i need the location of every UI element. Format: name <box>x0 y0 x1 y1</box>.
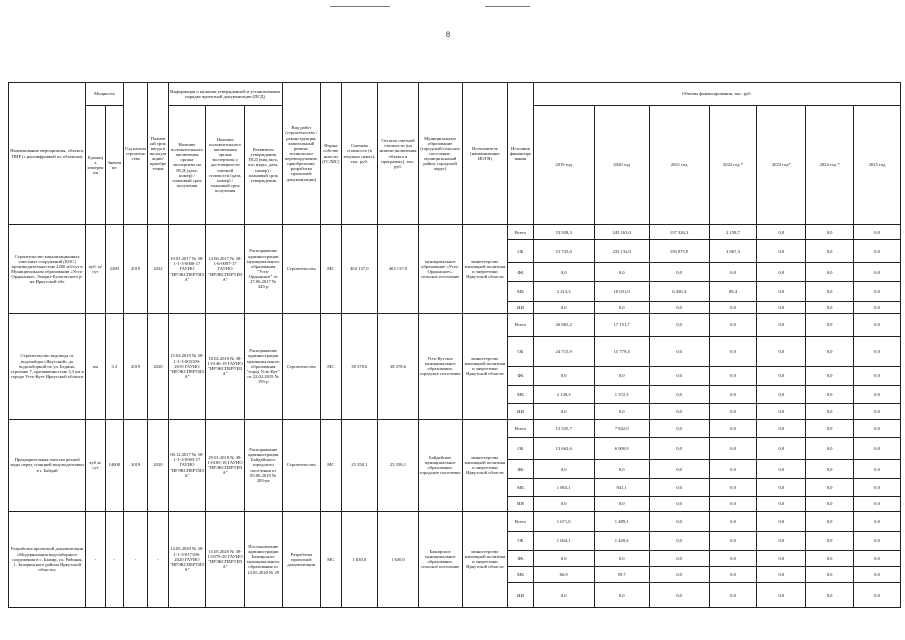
funding-source: Всего <box>508 314 533 337</box>
project-executor: министерство жилищной политики и энергетики Иркутской области <box>462 419 508 511</box>
funding-value: 0,0 <box>806 566 854 582</box>
project-psd-details: Распоряжение администрации муниципального образования "Усть-Ордынское" от 27.06.2017 № 345-р <box>244 225 282 314</box>
funding-source: ИИ <box>508 583 533 608</box>
funding-source: МБ <box>508 385 533 403</box>
funding-value: 0,0 <box>649 497 709 511</box>
page-number: 8 <box>446 30 450 39</box>
funding-value: 1 671,0 <box>533 511 594 531</box>
funding-value: 0,0 <box>709 497 757 511</box>
header-psd-cost: Наличие положительного заключения органа экспертизы о достоверности сметной стоимости (дата, номер) / плановый срок получения <box>206 106 245 225</box>
header-funding: Объемы финансирования, тыс. руб. <box>533 83 900 106</box>
funding-value: 0,0 <box>709 478 757 496</box>
funding-value: 66,9 <box>533 566 594 582</box>
funding-value: 0,0 <box>709 314 757 337</box>
project-name: Предварительная очистка речной воды перед станцией водоподготовки в г. Байдай <box>9 419 86 511</box>
project-executor: министерство жилищной политики и энергетики Иркутской области <box>462 511 508 607</box>
funding-value: 0,0 <box>806 511 854 531</box>
funding-value: 0,0 <box>854 550 901 566</box>
funding-value: 0,0 <box>854 314 901 337</box>
funding-value: 0,0 <box>709 566 757 582</box>
funding-value: 0,0 <box>649 314 709 337</box>
header-year: 2021 год <box>649 106 709 225</box>
funding-value: 0,0 <box>854 478 901 496</box>
funding-value: 1 372,3 <box>594 385 649 403</box>
funding-value: 0,0 <box>757 262 806 281</box>
funding-value: 0,0 <box>533 583 594 608</box>
funding-value: 0,0 <box>806 419 854 437</box>
header-ownership: Форма собственности (ГС/МС) <box>321 83 341 225</box>
funding-source: Всего <box>508 225 533 240</box>
funding-source: МБ <box>508 566 533 582</box>
project-work-type: Строительство <box>282 225 321 314</box>
project-unit: - <box>86 511 105 607</box>
funding-value: 2 149,3 <box>533 385 594 403</box>
funding-value: 0,0 <box>649 583 709 608</box>
project-unit: куб. м/сут <box>86 225 105 314</box>
header-cost: Сметная стоимость (в текущих ценах), тыс. руб. <box>341 83 378 225</box>
project-cost: 463 137,0 <box>341 225 378 314</box>
project-ownership: МС <box>321 511 341 607</box>
project-capacity-value: - <box>105 511 123 607</box>
project-work-type: Разработка проектной документации <box>282 511 321 607</box>
project-cost: 1 630,0 <box>341 511 378 607</box>
header-psd-positive: Наличие положительного заключения органа экспертизы на ПСД (дата, номер) / плановый срок получения <box>168 106 206 225</box>
funding-value: 15 779,4 <box>594 336 649 367</box>
funding-source: Всего <box>508 419 533 437</box>
funding-source: ФБ <box>508 262 533 281</box>
funding-value: 0,0 <box>594 550 649 566</box>
project-start-year: 2019 <box>123 419 147 511</box>
header-end-year: Плановый срок ввода в эксплуатацию/приобретения <box>148 83 168 225</box>
funding-value: 0,0 <box>709 262 757 281</box>
header-year: 2020 год <box>594 106 649 225</box>
project-cost: 25 358,1 <box>341 419 378 511</box>
funding-value: 0,0 <box>757 240 806 263</box>
funding-source: ОБ <box>508 240 533 263</box>
funding-value: 0,0 <box>649 419 709 437</box>
project-end-year: - <box>148 511 168 607</box>
scan-artifact-line <box>330 6 390 7</box>
funding-value: 0,0 <box>757 460 806 478</box>
project-psd-cost: 29.01.2018 № 38-1-0185-18 ГАУИО "ИРЭКСПЕРТИЗА" <box>206 419 245 511</box>
funding-value: 0,0 <box>533 404 594 419</box>
funding-value: 0,0 <box>709 583 757 608</box>
funding-value: 0,0 <box>806 336 854 367</box>
funding-value: 1 863,1 <box>533 478 594 496</box>
header-work-type: Вид работ (строительство / реконструкция, капитальный ремонт, техническое перевооружение, приобретение, разработка проектной документации) <box>282 83 321 225</box>
project-capacity-value: 3,3 <box>105 314 123 419</box>
project-psd-positive: 14.05.2020 № 38-1-1-3-017108-2020 ГАУИО "ИРЭКСПЕРТИЗА" <box>168 511 206 607</box>
funding-value: 0,0 <box>594 301 649 313</box>
funding-value: 0,0 <box>806 437 854 460</box>
funding-value: 0,0 <box>854 367 901 385</box>
funding-value: 0,0 <box>806 532 854 550</box>
funding-value: 0,0 <box>649 262 709 281</box>
table-row <box>9 419 901 437</box>
funding-value: 0,0 <box>854 225 901 240</box>
funding-value: 59,7 <box>594 566 649 582</box>
project-end-year: 2022 <box>148 225 168 314</box>
funding-value: 0,0 <box>649 437 709 460</box>
funding-value: 1 429,4 <box>594 532 649 550</box>
funding-value: 0,0 <box>533 550 594 566</box>
funding-value: 0,0 <box>709 437 757 460</box>
project-ownership: МС <box>321 225 341 314</box>
funding-source: ИИ <box>508 404 533 419</box>
funding-value: 2 067,3 <box>709 240 757 263</box>
funding-value: 0,0 <box>649 511 709 531</box>
funding-value: 0,0 <box>854 419 901 437</box>
header-year: 2025 год <box>854 106 901 225</box>
project-municipality: Бажирское муниципальное образование, сельское поселение <box>418 511 462 607</box>
project-start-year: 2019 <box>123 314 147 419</box>
project-ownership: МС <box>321 419 341 511</box>
funding-value: 0,0 <box>709 532 757 550</box>
funding-value: 0,0 <box>806 282 854 301</box>
funding-value: 53 928,3 <box>533 225 594 240</box>
funding-value: 0,0 <box>854 532 901 550</box>
funding-value: 0,0 <box>649 460 709 478</box>
funding-value: 0,0 <box>854 460 901 478</box>
funding-value: 24 715,9 <box>533 336 594 367</box>
funding-value: 15 525,7 <box>533 419 594 437</box>
project-remain: 25 358,1 <box>378 419 419 511</box>
funding-value: 0,0 <box>709 404 757 419</box>
funding-value: 0,0 <box>594 367 649 385</box>
project-start-year: 2019 <box>123 225 147 314</box>
funding-source: Всего <box>508 511 533 531</box>
table-row <box>9 225 901 240</box>
project-psd-cost: 14.06.2017 № 38-1-6-0097-17 ГАУИО "ИРЭКСПЕРТИЗА" <box>206 225 245 314</box>
funding-value: 0,0 <box>854 566 901 582</box>
funding-value: 0,0 <box>649 550 709 566</box>
funding-value: 0,0 <box>854 240 901 263</box>
project-cost: 38 378,6 <box>341 314 378 419</box>
funding-value: 17 151,7 <box>594 314 649 337</box>
header-name: Наименование мероприятия, объекта, ПИР (с расшифровкой по объектам) <box>9 83 86 225</box>
funding-value: 0,0 <box>709 511 757 531</box>
project-psd-positive: 19.01.2017 № 38-1-1-3-0006-17 ГАУИО "ИРЭКСПЕРТИЗА" <box>168 225 206 314</box>
funding-value: 0,0 <box>757 301 806 313</box>
funding-value: 0,0 <box>709 550 757 566</box>
header-year: 2019 год <box>533 106 594 225</box>
header-year: 2024 год * <box>806 106 854 225</box>
funding-source: ФБ <box>508 367 533 385</box>
header-unit: Единица измерения <box>86 106 105 225</box>
funding-value: 0,0 <box>806 460 854 478</box>
funding-value: 0,0 <box>854 385 901 403</box>
funding-value: 0,0 <box>709 367 757 385</box>
funding-value: 0,0 <box>806 301 854 313</box>
funding-value: 0,0 <box>649 367 709 385</box>
funding-source: ИИ <box>508 497 533 511</box>
project-psd-details: Постановление администрации Бажирского муниципального образования от 14.05.2020 № 29 <box>244 511 282 607</box>
funding-value: 0,0 <box>757 437 806 460</box>
project-start-year: - <box>123 511 147 607</box>
header-value: Значение <box>105 106 123 225</box>
funding-value: 0,0 <box>757 336 806 367</box>
funding-value: 26 865,2 <box>533 314 594 337</box>
project-end-year: 2020 <box>148 419 168 511</box>
funding-value: 0,0 <box>594 404 649 419</box>
funding-value: 7 842,0 <box>594 419 649 437</box>
funding-value: 0,0 <box>533 301 594 313</box>
project-unit: км <box>86 314 105 419</box>
funding-source: ФБ <box>508 460 533 478</box>
funding-value: 0,0 <box>854 262 901 281</box>
funding-value: 0,0 <box>806 262 854 281</box>
funding-source: ОБ <box>508 336 533 367</box>
funding-value: 0,0 <box>806 550 854 566</box>
project-municipality: Байдайское муниципальное образование, городское поселение <box>418 419 462 511</box>
funding-value: 0,0 <box>854 583 901 608</box>
funding-value: 0,0 <box>757 314 806 337</box>
funding-value: 0,0 <box>757 478 806 496</box>
funding-value: 0,0 <box>757 419 806 437</box>
project-name: Разработка проектной документации «Модернизация водозаборного сооружения в с. Бажир, ул. Рябиная, 1, Заларинского района Иркутской области» <box>9 511 86 607</box>
funding-source: ФБ <box>508 550 533 566</box>
funding-value: 150 875,9 <box>649 240 709 263</box>
project-work-type: Строительство <box>282 314 321 419</box>
funding-value: 0,0 <box>709 301 757 313</box>
project-psd-positive: 08.12.2017 № 38-1-1-3-0003-17 ГАУИО "ИРЭКСПЕРТИЗА" <box>168 419 206 511</box>
project-work-type: Строительство <box>282 419 321 511</box>
funding-value: 0,0 <box>854 282 901 301</box>
project-remain: 1 630,0 <box>378 511 419 607</box>
funding-value: 6 900,9 <box>594 437 649 460</box>
funding-value: 0,0 <box>649 478 709 496</box>
funding-value: 0,0 <box>806 497 854 511</box>
funding-value: 0,0 <box>709 419 757 437</box>
project-remain: 38 378,6 <box>378 314 419 419</box>
funding-value: 0,0 <box>649 385 709 403</box>
funding-source: ИИ <box>508 301 533 313</box>
funding-table <box>8 82 901 608</box>
funding-value: 941,1 <box>594 478 649 496</box>
funding-value: 0,0 <box>594 262 649 281</box>
funding-value: 1 604,1 <box>533 532 594 550</box>
funding-value: 0,0 <box>806 385 854 403</box>
funding-value: 157 326,3 <box>649 225 709 240</box>
funding-value: 0,0 <box>649 301 709 313</box>
project-psd-details: Распоряжение администрации муниципального образования "город Усть-Кут" от 22.02.2019 № 195-р <box>244 314 282 419</box>
funding-value: 88,4 <box>709 282 757 301</box>
funding-value: 0,0 <box>649 566 709 582</box>
header-psd-details: Реквизиты утверждения ПСД (вид акта, кто издал, дата, номер) / плановый срок утверждения <box>244 106 282 225</box>
header-source: Источник финансирования <box>508 83 533 225</box>
funding-value: 0,0 <box>806 314 854 337</box>
project-name: Строительство канализационных очистных сооружений (КОС) производительностью 2200 м3/сут в Муниципальном образовании «Усть-Ордынское» Эхирит-Булагатского р-на Иркутской обл <box>9 225 86 314</box>
project-name: Строительство водовода от водозабора «Якутский» до водозаборной по ул. Бедина, строение 7, протяженностью 3,3 км в городе Усть-Куте Иркутской области <box>9 314 86 419</box>
funding-value: 2 158,7 <box>709 225 757 240</box>
project-ownership: МС <box>321 314 341 419</box>
funding-value: 0,0 <box>757 497 806 511</box>
header-year: 2023 год* <box>757 106 806 225</box>
table-row <box>9 314 901 337</box>
funding-value: 0,0 <box>854 497 901 511</box>
funding-value: 245 163,0 <box>594 225 649 240</box>
funding-value: 0,0 <box>757 282 806 301</box>
funding-value: 0,0 <box>806 404 854 419</box>
funding-value: 0,0 <box>806 225 854 240</box>
funding-value: 0,0 <box>594 497 649 511</box>
project-executor: министерство жилищной политики и энергетики Иркутской области <box>462 225 508 314</box>
funding-value: 10 031,0 <box>594 282 649 301</box>
funding-value: 0,0 <box>649 404 709 419</box>
funding-value: 13 662,6 <box>533 437 594 460</box>
funding-value: 0,0 <box>709 336 757 367</box>
funding-value: 0,0 <box>757 532 806 550</box>
funding-value: 0,0 <box>594 460 649 478</box>
table-row <box>9 511 901 531</box>
funding-value: 235 132,0 <box>594 240 649 263</box>
funding-value: 0,0 <box>649 336 709 367</box>
project-psd-positive: 15.02.2019 № 38-1-1-3-003109-2019 ГАУИО "ИРЭКСПЕРТИЗА" <box>168 314 206 419</box>
funding-value: 0,0 <box>533 262 594 281</box>
header-capacity: Мощность <box>86 83 124 106</box>
header-municipality: Муниципальное образование (городской/сельское поселение, муниципальный район, городской округ) <box>418 83 462 225</box>
project-remain: 463 137,0 <box>378 225 419 314</box>
funding-value: 0,0 <box>709 460 757 478</box>
funding-value: 0,0 <box>757 404 806 419</box>
funding-value: 0,0 <box>854 301 901 313</box>
project-psd-details: Распоряжение администрации Байдайского городского поселения от 05.06.2018 № 283-ра <box>244 419 282 511</box>
funding-value: 0,0 <box>649 532 709 550</box>
funding-value: 6 450,4 <box>649 282 709 301</box>
project-municipality: муниципальное образование «Усть-Ордынское», сельское поселение <box>418 225 462 314</box>
funding-value: 0,0 <box>757 511 806 531</box>
project-capacity-value: 2200 <box>105 225 123 314</box>
scan-artifact-line <box>485 6 530 7</box>
funding-value: 0,0 <box>757 583 806 608</box>
header-executor: Исполнитель (наименование ИОГВ) <box>462 83 508 225</box>
funding-value: 0,0 <box>806 583 854 608</box>
funding-value: 0,0 <box>757 385 806 403</box>
header-year: 2022 год * <box>709 106 757 225</box>
funding-value: 0,0 <box>806 240 854 263</box>
funding-value: 0,0 <box>533 497 594 511</box>
project-psd-cost: 15.05.2020 № 38-1-0579-20 ГАУИО "ИРЭКСПЕРТИЗА" <box>206 511 245 607</box>
funding-source: ОБ <box>508 532 533 550</box>
project-end-year: 2020 <box>148 314 168 419</box>
funding-value: 0,0 <box>854 336 901 367</box>
funding-value: 51 725,0 <box>533 240 594 263</box>
funding-value: 0,0 <box>757 566 806 582</box>
funding-value: 0,0 <box>757 367 806 385</box>
funding-source: ОБ <box>508 437 533 460</box>
project-executor: министерство жилищной политики и энергетики Иркутской области <box>462 314 508 419</box>
funding-value: 0,0 <box>806 478 854 496</box>
project-psd-cost: 18.02.2019 № 38-1-0146-19 ГАУИО "ИРЭКСПЕРТИЗА" <box>206 314 245 419</box>
funding-value: 0,0 <box>806 367 854 385</box>
funding-source: МБ <box>508 478 533 496</box>
funding-value: 0,0 <box>594 583 649 608</box>
funding-value: 0,0 <box>757 225 806 240</box>
funding-value: 0,0 <box>854 437 901 460</box>
funding-value: 0,0 <box>709 385 757 403</box>
project-unit: куб м/сут <box>86 419 105 511</box>
header-psd-info: Информация о наличии утвержденной и установленном порядке проектной документации (ПСД) <box>168 83 282 106</box>
project-municipality: Усть-Кутское муниципальное образование, городское поселение <box>418 314 462 419</box>
funding-value: 0,0 <box>854 511 901 531</box>
header-start-year: Год начала строительства <box>123 83 147 225</box>
funding-value: 1 489,1 <box>594 511 649 531</box>
project-capacity-value: 14000 <box>105 419 123 511</box>
funding-value: 0,0 <box>854 404 901 419</box>
table-body <box>9 225 901 608</box>
funding-source: МБ <box>508 282 533 301</box>
funding-value: 0,0 <box>533 460 594 478</box>
funding-value: 0,0 <box>757 550 806 566</box>
header-remain: Остаток сметной стоимости (на момент включения объекта в программу), тыс. руб. <box>378 83 419 225</box>
funding-value: 2 213,3 <box>533 282 594 301</box>
funding-value: 0,0 <box>533 367 594 385</box>
